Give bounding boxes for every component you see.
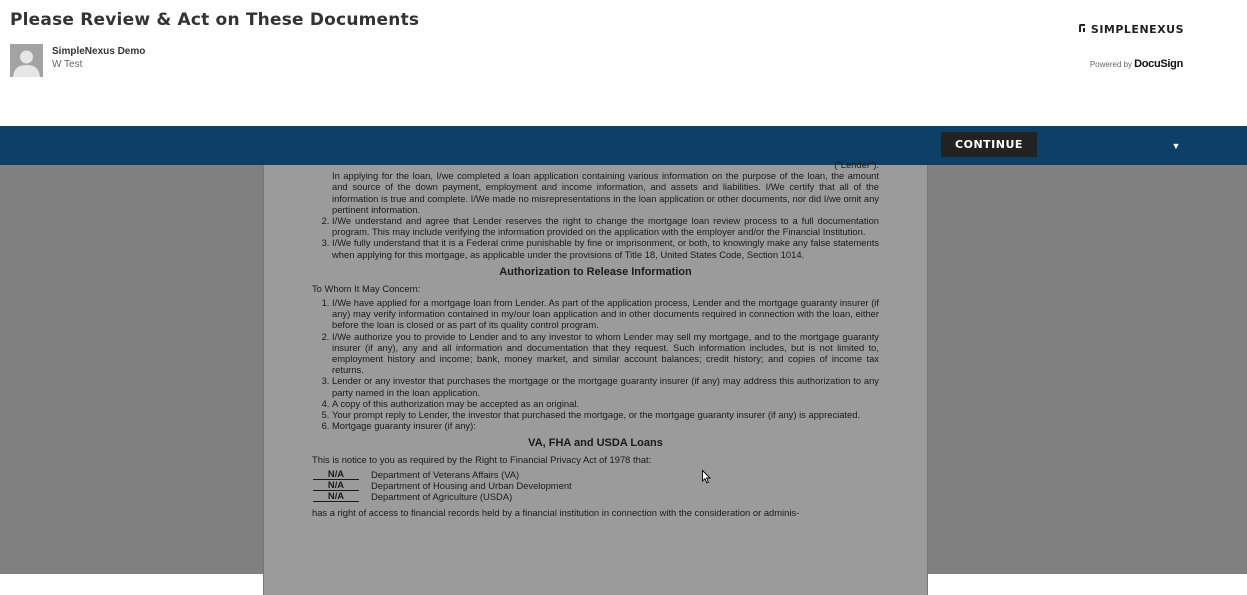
powered-by-label: Powered by — [1089, 60, 1133, 69]
docusign-logo: DocuSign — [1134, 58, 1183, 70]
more-actions-dropdown[interactable] — [1166, 136, 1186, 156]
agency-value: N/A — [313, 491, 359, 502]
list-item: 2. I/We authorize you to provide to Lender and to any investor to whom Lender may sell my mortgage, and to the mortgage guaranty insurer (if any), any and all information and documentation that they request. Such information includes, but is not limited to, employment history and income; bank, money market, and similar account balances; credit history; and copies of income tax returns. — [332, 331, 879, 376]
app-header — [0, 0, 1247, 126]
heading-authorization: Authorization to Release Information — [499, 265, 692, 278]
document-content — [312, 159, 879, 521]
acknowledgement-list — [312, 215, 879, 260]
agency-name: Department of Housing and Urban Development — [371, 479, 572, 491]
privacy-notice: This is notice to you as required by the Right to Financial Privacy Act of 1978 that: — [312, 454, 652, 466]
list-item: 3. Lender or any investor that purchases the mortgage or the mortgage guaranty insurer (if any) may address this authorization to any party named in the loan application. — [332, 375, 879, 397]
page-title: Please Review & Act on These Documents — [10, 10, 420, 30]
list-item: 4. A copy of this authorization may be accepted as an original. — [332, 398, 879, 409]
document-viewer[interactable] — [0, 159, 1247, 574]
list-item: 3. I/We fully understand that it is a Federal crime punishable by fine or imprisonment, or both, to knowingly make any false statements when applying for this mortgage, as applicable under the provisions of Title 18, United States Code, Section 1014. — [332, 237, 879, 259]
lender-label: ("Lender"). — [834, 159, 879, 170]
agency-name: Department of Agriculture (USDA) — [371, 491, 513, 503]
document-page — [263, 159, 928, 595]
sender-name: SimpleNexus Demo — [52, 46, 146, 57]
continue-button[interactable]: CONTINUE — [941, 132, 1037, 157]
agency-name: Department of Veterans Affairs (VA) — [371, 468, 520, 480]
list-item: 2. I/We understand and agree that Lender reserves the right to change the mortgage loan review process to a full documentation program. This may include verifying the information provided on the application with the employer and/or the Financial Institution. — [332, 215, 879, 237]
simplenexus-logo — [1077, 23, 1184, 36]
sender-subtitle: W Test — [52, 59, 83, 70]
agency-row — [313, 491, 879, 502]
brand-name: SIMPLENEXUS — [1090, 23, 1184, 36]
simplenexus-logo-icon — [1077, 23, 1087, 36]
agency-row — [313, 480, 879, 491]
avatar — [10, 44, 43, 77]
mouse-cursor-icon — [702, 470, 712, 484]
user-silhouette-icon — [10, 44, 43, 77]
caret-down-icon: ▼ — [1171, 141, 1181, 151]
agency-row — [313, 469, 879, 480]
list-item: 1. I/We have applied for a mortgage loan from Lender. As part of the application process, Lender and the mortgage guaranty insurer (if any) may verify information contained in my/our loan application and in other documents required in connection with the loan, either before the loan is closed or as part of its quality control program. — [332, 297, 879, 331]
agency-value: N/A — [313, 469, 359, 480]
intro-paragraph: In applying for the loan, I/we completed a loan application containing various information on the purpose of the loan, the amount and source of the down payment, employment and income information, and assets and liabilities. I/We certify that all of the information is true and complete. I/We made no misrepresentations in the loan application or other documents, nor did I/we omit any pertinent information. — [332, 170, 879, 215]
list-item: 5. Your prompt reply to Lender, the investor that purchased the mortgage, or the mortgage guaranty insurer (if any) is appreciated. — [332, 409, 879, 420]
to-whom-line: To Whom It May Concern: — [312, 282, 421, 294]
access-paragraph: has a right of access to financial records held by a financial institution in connection with the consideration or adminis- — [312, 507, 800, 519]
heading-va-fha-usda: VA, FHA and USDA Loans — [528, 437, 663, 450]
powered-by-docusign — [1090, 58, 1183, 70]
authorization-list — [312, 297, 879, 431]
list-item: 6. Mortgage guaranty insurer (if any): — [332, 420, 879, 431]
agency-value: N/A — [313, 480, 359, 491]
